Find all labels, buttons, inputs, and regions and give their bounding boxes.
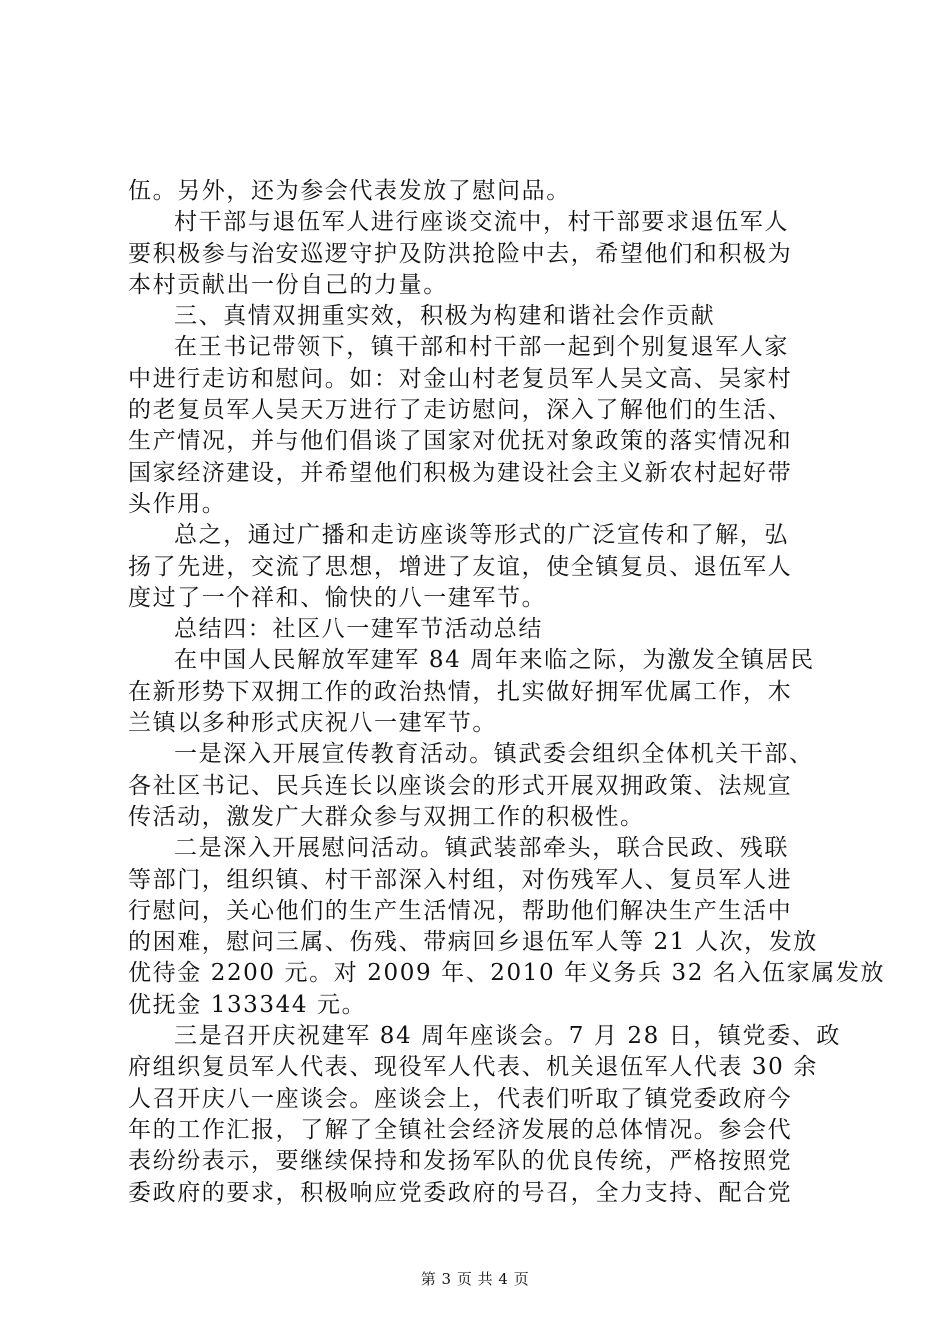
text-line: 伍。另外，还为参会代表发放了慰问品。 (128, 178, 571, 204)
text-line: 国家经济建设，并希望他们积极为建设社会主义新农村起好带 (128, 459, 793, 486)
text-line: 优待金 2200 元。对 2009 年、2010 年义务兵 32 名入伍家属发放 (128, 960, 886, 987)
text-line: 总结四：社区八一建军节活动总结 (174, 616, 543, 643)
text-line: 村干部与退伍军人进行座谈交流中，村干部要求退伍军人 (174, 209, 789, 236)
text-line: 头作用。 (128, 490, 227, 517)
text-line: 本村贡献出一份自己的力量。 (128, 271, 448, 298)
text-line: 年的工作汇报，了解了全镇社会经济发展的总体情况。参会代 (128, 1116, 793, 1143)
text-line: 总之，通过广播和走访座谈等形式的广泛宣传和了解，弘 (174, 522, 789, 549)
text-line: 兰镇以多种形式庆祝八一建军节。 (128, 710, 497, 737)
text-line: 各社区书记、民兵连长以座谈会的形式开展双拥政策、法规宣 (128, 772, 793, 799)
document-body (128, 176, 886, 1209)
text-line: 优抚金 133344 元。 (128, 991, 367, 1018)
text-line: 等部门，组织镇、村干部深入村组，对伤残军人、复员军人进 (128, 866, 793, 893)
text-line: 在中国人民解放军建军 84 周年来临之际，为激发全镇居民 (174, 647, 815, 674)
text-line: 人召开庆八一座谈会。座谈会上，代表们听取了镇党委政府今 (128, 1085, 793, 1112)
text-line: 度过了一个祥和、愉快的八一建军节。 (128, 584, 547, 611)
text-line: 的老复员军人吴天万进行了走访慰问，深入了解他们的生活、 (128, 397, 793, 424)
text-line: 生产情况，并与他们倡谈了国家对优抚对象政策的落实情况和 (128, 428, 793, 455)
text-line: 行慰问，关心他们的生产生活情况，帮助他们解决生产生活中 (128, 897, 793, 924)
text-line: 委政府的要求，积极响应党委政府的号召，全力支持、配合党 (128, 1179, 793, 1206)
text-line: 在新形势下双拥工作的政治热情，扎实做好拥军优属工作，木 (128, 678, 793, 705)
text-line: 在王书记带领下，镇干部和村干部一起到个别复退军人家 (174, 334, 789, 361)
text-line: 中进行走访和慰问。如：对金山村老复员军人吴文高、吴家村 (128, 365, 793, 392)
text-line: 要积极参与治安巡逻守护及防洪抢险中去，希望他们和积极为 (128, 240, 793, 267)
text-line: 府组织复员军人代表、现役军人代表、机关退伍军人代表 30 余 (128, 1054, 818, 1081)
text-line: 传活动，激发广大群众参与双拥工作的积极性。 (128, 803, 645, 830)
text-line: 扬了先进，交流了思想，增进了友谊，使全镇复员、退伍军人 (128, 553, 793, 580)
text-line: 的困难，慰问三属、伤残、带病回乡退伍军人等 21 人次，发放 (128, 929, 818, 956)
text-line: 一是深入开展宣传教育活动。镇武委会组织全体机关干部、 (174, 741, 814, 768)
page-footer: 第 3 页 共 4 页 (420, 1270, 530, 1288)
text-line: 三是召开庆祝建军 84 周年座谈会。7 月 28 日，镇党委、政 (174, 1023, 841, 1050)
text-line: 二是深入开展慰问活动。镇武装部牵头，联合民政、残联 (174, 835, 789, 862)
text-line: 表纷纷表示，要继续保持和发扬军队的优良传统，严格按照党 (128, 1148, 793, 1175)
text-line: 三、真情双拥重实效，积极为构建和谐社会作贡献 (174, 303, 716, 330)
